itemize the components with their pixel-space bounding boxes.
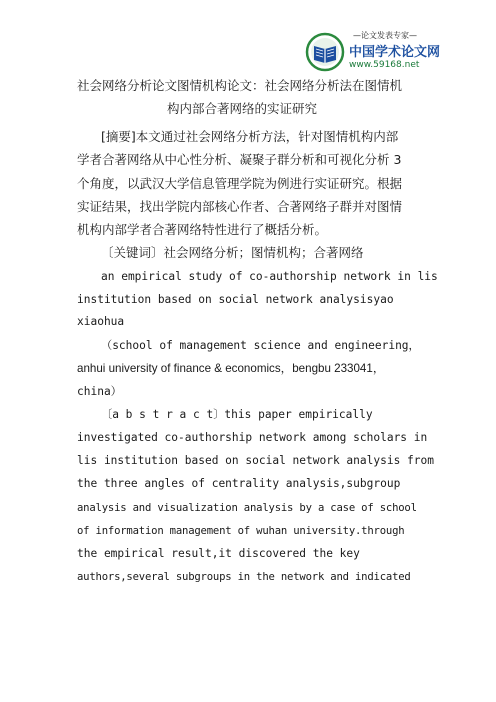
logo-url[interactable]: www.59168.net <box>349 60 420 70</box>
abstract-en-line: the empirical result,it discovered the key <box>77 547 360 560</box>
title-en-line: institution based on social network analysisyao <box>77 293 394 306</box>
affiliation-en-line: china） <box>77 385 122 398</box>
logo-site-name: 中国学术论文网 <box>349 45 441 60</box>
abstract-cn-line: 学者合著网络从中心性分析、凝聚子群分析和可视化分析 3 <box>77 152 402 167</box>
affiliation-en-line: （school of management science and engineering， <box>101 339 420 352</box>
title-en-line: xiaohua <box>77 315 125 328</box>
affiliation-en-line: anhui university of finance & economics，bengbu 233041， <box>77 362 385 375</box>
abstract-en-line: investigated co-authorship network among scholars in <box>77 431 428 444</box>
abstract-en-line: analysis and visualization analysis by a case of school <box>77 502 417 514</box>
doc-title-line-1: 社会网络分析论文图情机构论文：社会网络分析法在图情机 <box>77 78 403 93</box>
book-emblem-icon <box>305 32 345 72</box>
abstract-en-line: lis institution based on social network analysis from <box>77 454 434 467</box>
abstract-en-line: 〔a b s t r a c t〕this paper empirically <box>101 408 373 421</box>
site-logo <box>303 28 441 74</box>
abstract-en-line: authors,several subgroups in the network and indicated <box>77 571 411 583</box>
abstract-en-line: of information management of wuhan university.through <box>77 525 405 537</box>
title-en-line: an empirical study of co-authorship network in lis <box>101 270 438 283</box>
abstract-cn-line: [摘要]本文通过社会网络分析方法，针对图情机构内部 <box>101 129 399 144</box>
abstract-cn-line: 个角度，以武汉大学信息管理学院为例进行实证研究。根据 <box>77 176 403 191</box>
doc-title-line-2: 构内部合著网络的实证研究 <box>167 101 318 116</box>
abstract-en-line: the three angles of centrality analysis,subgroup <box>77 477 401 490</box>
abstract-cn-line: 实证结果，找出学院内部核心作者、合著网络子群并对图情 <box>77 199 403 214</box>
logo-tagline: —论文发表专家— <box>353 31 417 40</box>
keywords-cn: 〔关键词〕社会网络分析；图情机构；合著网络 <box>101 245 364 260</box>
abstract-cn-line: 机构内部学者合著网络特性进行了概括分析。 <box>77 222 328 237</box>
